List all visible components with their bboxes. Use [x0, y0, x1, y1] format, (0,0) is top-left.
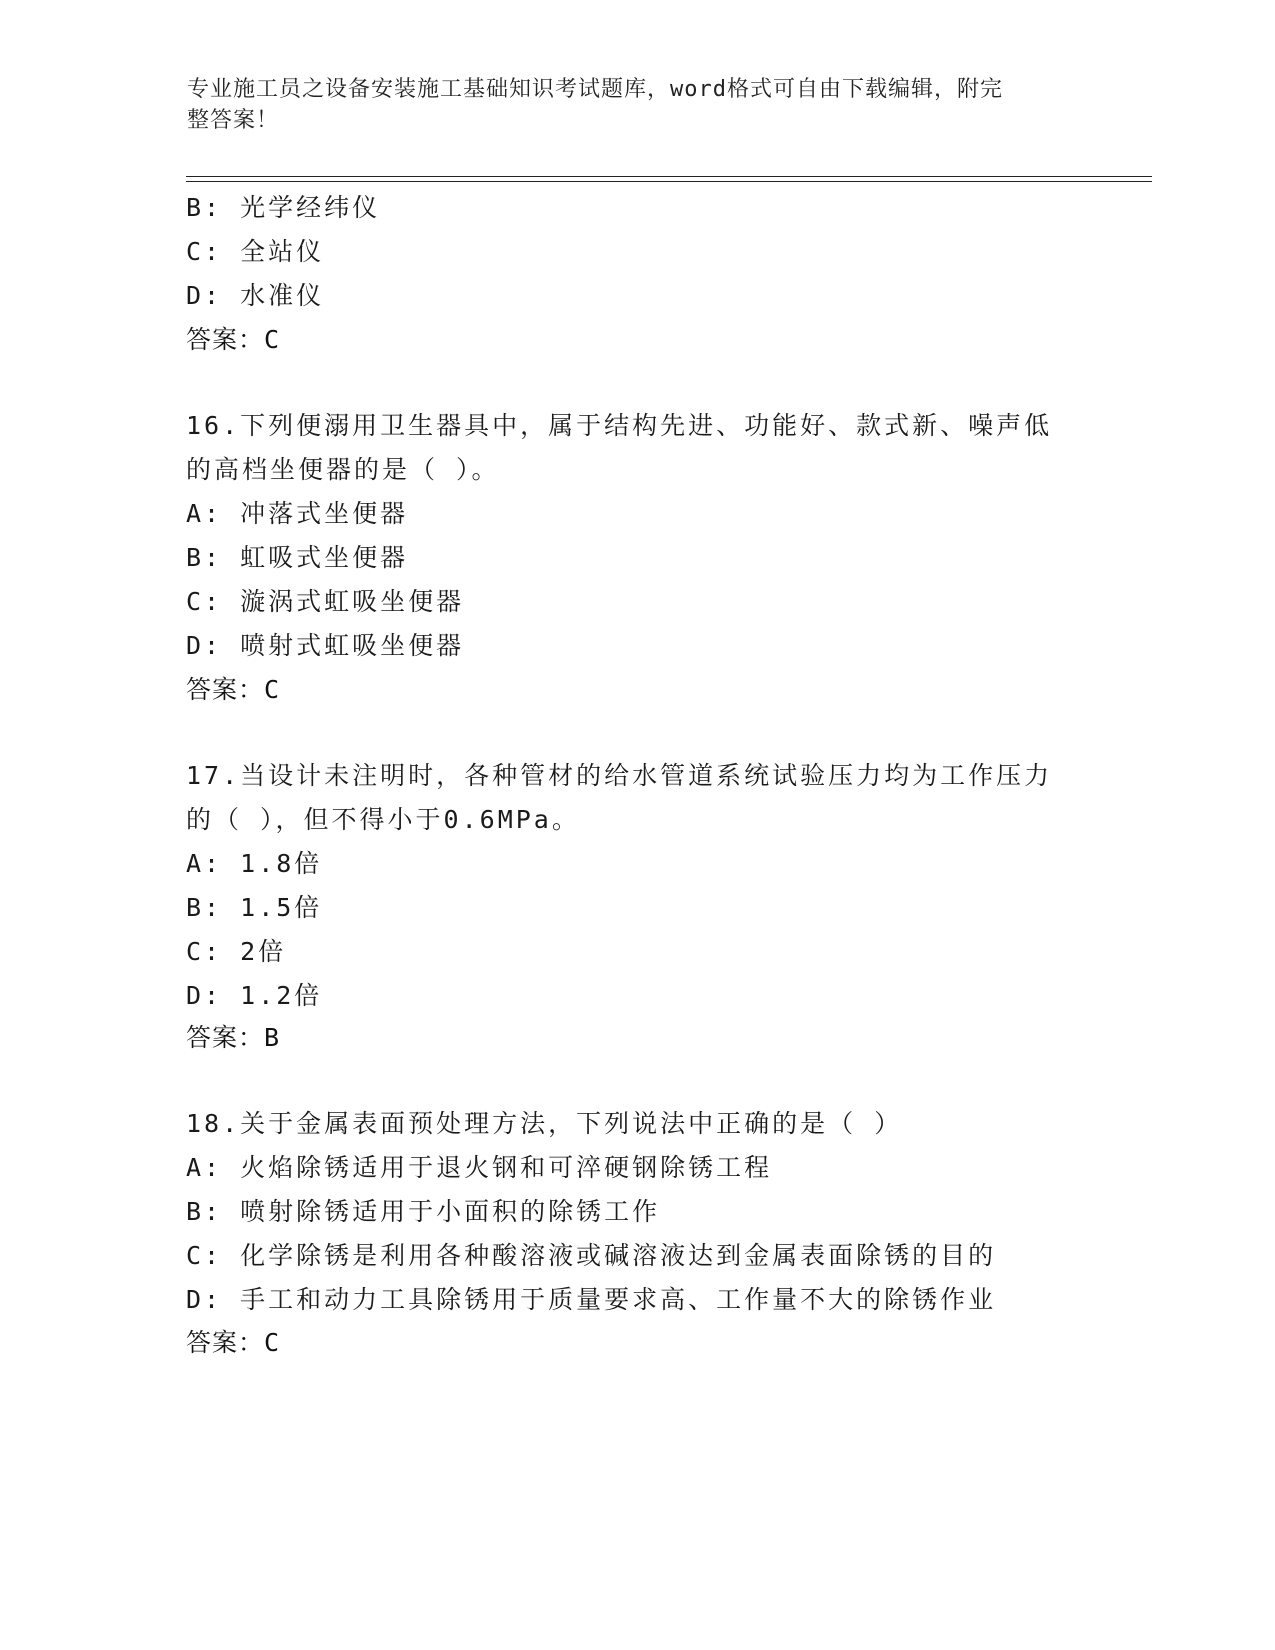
q17-option-a: A: 1.8倍 [186, 849, 323, 878]
header-line-2: 整答案！ [187, 108, 280, 133]
q16-option-a: A: 冲落式坐便器 [186, 499, 409, 528]
q18-option-b: B: 喷射除锈适用于小面积的除锈工作 [186, 1197, 661, 1226]
header-divider-bottom [186, 181, 1152, 182]
q18-option-a: A: 火焰除锈适用于退火钢和可淬硬钢除锈工程 [186, 1153, 773, 1182]
q15-option-d: D: 水准仪 [186, 281, 325, 310]
q17-option-c: C: 2倍 [186, 937, 287, 966]
q17-stem-line-2: 的（ ），但不得小于0.6MPa。 [186, 805, 580, 834]
q17-option-b: B: 1.5倍 [186, 893, 323, 922]
q15-option-b: B: 光学经纬仪 [186, 193, 381, 222]
q15-option-c: C: 全站仪 [186, 237, 325, 266]
q16-option-d: D: 喷射式虹吸坐便器 [186, 631, 465, 660]
q16-option-b: B: 虹吸式坐便器 [186, 543, 409, 572]
q18-option-c: C: 化学除锈是利用各种酸溶液或碱溶液达到金属表面除锈的目的 [186, 1241, 997, 1270]
q16-stem-line-1: 16.下列便溺用卫生器具中，属于结构先进、功能好、款式新、噪声低 [186, 411, 1053, 440]
header-divider-top [186, 176, 1152, 177]
q17-option-d: D: 1.2倍 [186, 981, 323, 1010]
q17-answer: 答案：B [186, 1023, 281, 1052]
q15-answer: 答案：C [186, 325, 281, 354]
q18-stem-line-1: 18.关于金属表面预处理方法，下列说法中正确的是（ ） [186, 1109, 903, 1138]
document-header [187, 74, 1067, 136]
q16-stem-line-2: 的高档坐便器的是（ ）。 [186, 455, 500, 484]
q16-answer: 答案：C [186, 675, 281, 704]
q16-option-c: C: 漩涡式虹吸坐便器 [186, 587, 465, 616]
q18-option-d: D: 手工和动力工具除锈用于质量要求高、工作量不大的除锈作业 [186, 1285, 997, 1314]
q17-stem-line-1: 17.当设计未注明时，各种管材的给水管道系统试验压力均为工作压力 [186, 761, 1053, 790]
q18-answer: 答案：C [186, 1328, 281, 1357]
header-line-1: 专业施工员之设备安装施工基础知识考试题库，word格式可自由下载编辑，附完 [187, 77, 1003, 102]
